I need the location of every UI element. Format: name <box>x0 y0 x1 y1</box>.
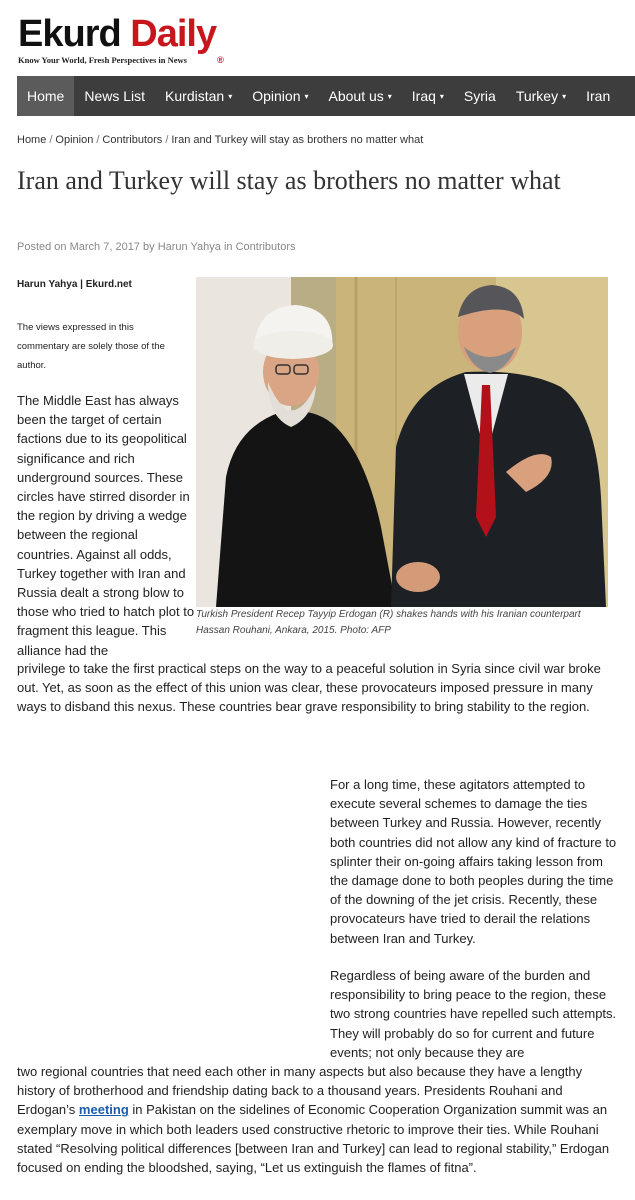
nav-item-about-us[interactable] <box>319 76 402 116</box>
breadcrumb-separator: / <box>165 134 169 146</box>
post-date-link[interactable]: March 7, 2017 <box>69 241 140 253</box>
nav-item-label: News List <box>84 88 146 104</box>
nav-item-iraq[interactable] <box>402 76 454 116</box>
logo-word-daily: Daily <box>130 13 217 55</box>
chevron-down-icon: ▾ <box>228 92 233 102</box>
chevron-down-icon: ▾ <box>562 92 567 102</box>
nav-item-turkey[interactable] <box>506 76 576 116</box>
nav-item-label: Home <box>27 88 65 104</box>
category-link[interactable]: Contributors <box>235 241 296 253</box>
nav-item-label: Iran <box>586 88 611 104</box>
breadcrumb-opinion-link[interactable]: Opinion <box>55 134 94 146</box>
article-photo <box>196 277 608 607</box>
nav-item-iran[interactable] <box>576 76 620 116</box>
author-link[interactable]: Harun Yahya <box>157 241 221 253</box>
article-paragraph-3: Regardless of being aware of the burden and responsibility to bring peace to the region, these two strong countries have repelled such attempts. They will probably do so for current and future events; not only because they are <box>330 968 617 1060</box>
breadcrumb-separator: / <box>96 134 100 146</box>
post-meta <box>17 241 296 253</box>
article-paragraph-3-continued <box>17 1062 622 1177</box>
breadcrumb-home-link[interactable]: Home <box>17 134 47 146</box>
logo-tagline: Know Your World, Fresh Perspectives in News <box>18 55 187 65</box>
breadcrumb-separator: / <box>49 134 53 146</box>
nav-item-label: Syria <box>463 88 496 104</box>
breadcrumb <box>17 134 423 146</box>
article-title: Iran and Turkey will stay as brothers no matter what <box>17 166 561 195</box>
nav-item-news-list[interactable] <box>74 76 155 116</box>
breadcrumb-contributors-link[interactable]: Contributors <box>102 134 163 146</box>
article-paragraph-1: The Middle East has always been the target of certain factions due to its geopolitical significance and rich underground sources. These circles have stirred disorder in the region by driving a wedge between the regional countries. Against all odds, Turkey together with Iran and Russia dealt a strong blow to those who tried to hatch plot to fragment this league. This alliance had the <box>17 393 195 658</box>
article-paragraph-2: For a long time, these agitators attempted to execute several schemes to damage the ties between Turkey and Russia. However, recently both countries did not allow any kind of fracture to splinter their on-going affairs taking lesson from the damage done to both peoples during the time of the downing of the jet crisis. Recently, these provocateurs have tried to derail the relations between Iran and Turkey. <box>330 777 617 946</box>
chevron-down-icon: ▾ <box>304 92 309 102</box>
nav-item-opinion[interactable] <box>242 76 318 116</box>
posted-on-label: Posted on <box>17 241 67 253</box>
logo-word-ekurd: Ekurd <box>18 13 121 55</box>
in-label: in <box>223 241 233 253</box>
article-paragraph-1-continued: privilege to take the first practical steps on the way to a peaceful solution in Syria since civil war broke out. Yet, as soon as the effect of this union was clear, these provocateurs imposed pressure in many ways to disband this nexus. These countries bear grave responsibility to bring stability to the region. <box>17 661 601 715</box>
photo-illustration <box>196 277 608 607</box>
nav-item-label: Opinion <box>252 88 301 104</box>
opinion-disclaimer: The views expressed in this commentary are solely those of the author. <box>17 322 165 371</box>
by-label: by <box>143 241 155 253</box>
registered-mark: ® <box>217 55 223 65</box>
meeting-link[interactable]: meeting <box>78 1102 129 1118</box>
chevron-down-icon: ▾ <box>387 92 392 102</box>
nav-item-label: Kurdistan <box>165 88 225 104</box>
paragraph-text: in Pakistan on the sidelines of Economic Cooperation Organization summit was an exemplary move in which both leaders used constructive rhetoric to improve their ties. While Rouhani stated “Resolving political differences [between Iran and Turkey] can lead to regional stability,” Erdogan focused on ending the bloodshed, saying, “Let us extinguish the flames of fitna”. <box>17 1102 610 1176</box>
nav-item-syria[interactable] <box>454 76 506 116</box>
photo-caption: Turkish President Recep Tayyip Erdogan (R) shakes hands with his Iranian counterpart Hassan Rouhani, Ankara, 2015. Photo: AFP <box>196 609 581 636</box>
nav-item-home[interactable] <box>17 76 74 116</box>
site-logo[interactable] <box>18 14 238 74</box>
breadcrumb-current: Iran and Turkey will stay as brothers no matter what <box>171 134 424 146</box>
nav-item-label: Turkey <box>515 88 559 104</box>
chevron-down-icon: ▾ <box>439 92 444 102</box>
paragraph-text: two regional countries that need each other in many aspects but also because they have a lengthy history of brotherhood and friendship dating back to a thousand years. Presidents Rouhani and Erdogan’s <box>17 1064 583 1118</box>
main-nav <box>17 76 635 116</box>
nav-item-label: About us <box>328 88 384 104</box>
nav-item-label: Iraq <box>411 88 436 104</box>
article-byline: Harun Yahya | Ekurd.net <box>17 279 132 290</box>
nav-item-kurdistan[interactable] <box>155 76 242 116</box>
